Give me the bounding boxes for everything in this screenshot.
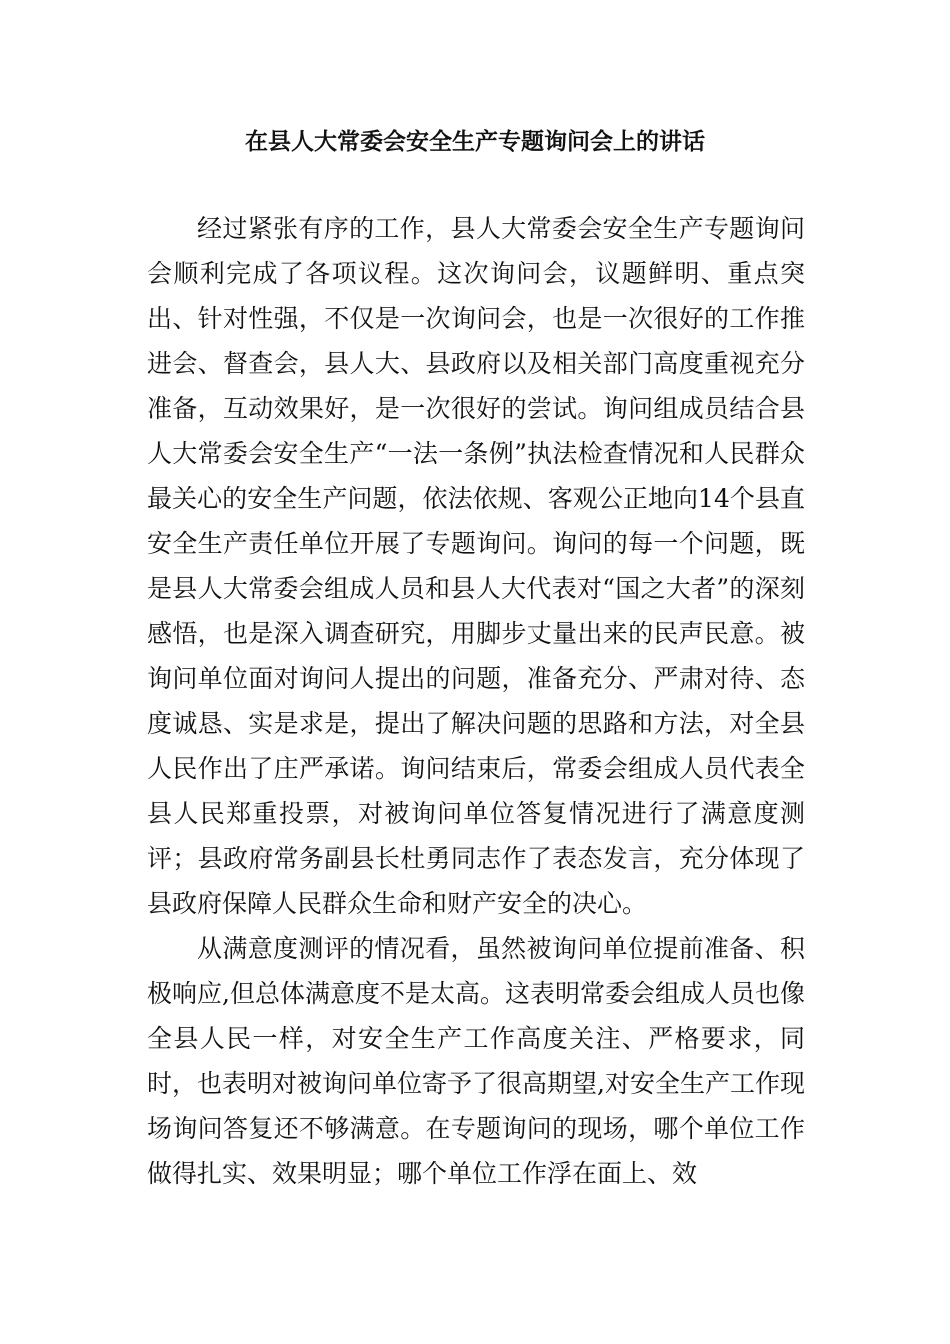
paragraph-1: 经过紧张有序的工作，县人大常委会安全生产专题询问会顺利完成了各项议程。这次询问会，议题鲜明、重点突出、针对性强，不仅是一次询问会，也是一次很好的工作推进会、督查会，县人大、县政府以及相关部门高度重视充分准备，互动效果好，是一次很好的尝试。询问组成员结合县人大常委会安全生产“一法一条例”执法检查情况和人民群众最关心的安全生产问题，依法依规、客观公正地向14个县直安全生产责任单位开展了专题询问。询问的每一个问题，既是县人大常委会组成人员和县人大代表对“国之大者”的深刻感悟，也是深入调查研究，用脚步丈量出来的民声民意。被询问单位面对询问人提出的问题，准备充分、严肃对待、态度诚恳、实是求是，提出了解决问题的思路和方法，对全县人民作出了庄严承诺。询问结束后，常委会组成人员代表全县人民郑重投票，对被询问单位答复情况进行了满意度测评；县政府常务副县长杜勇同志作了表态发言，充分体现了县政府保障人民群众生命和财产安全的决心。 (147, 214, 805, 918)
paragraph-2: 从满意度测评的情况看，虽然被询问单位提前准备、积极响应,但总体满意度不是太高。这表明常委会组成人员也像全县人民一样，对安全生产工作高度关注、严格要求，同时，也表明对被询问单位寄予了很高期望,对安全生产工作现场询问答复还不够满意。在专题询问的现场，哪个单位工作做得扎实、效果明显；哪个单位工作浮在面上、效 (147, 934, 805, 1188)
document-body (147, 206, 805, 1196)
document-title: 在县人大常委会安全生产专题询问会上的讲话 (245, 129, 705, 155)
